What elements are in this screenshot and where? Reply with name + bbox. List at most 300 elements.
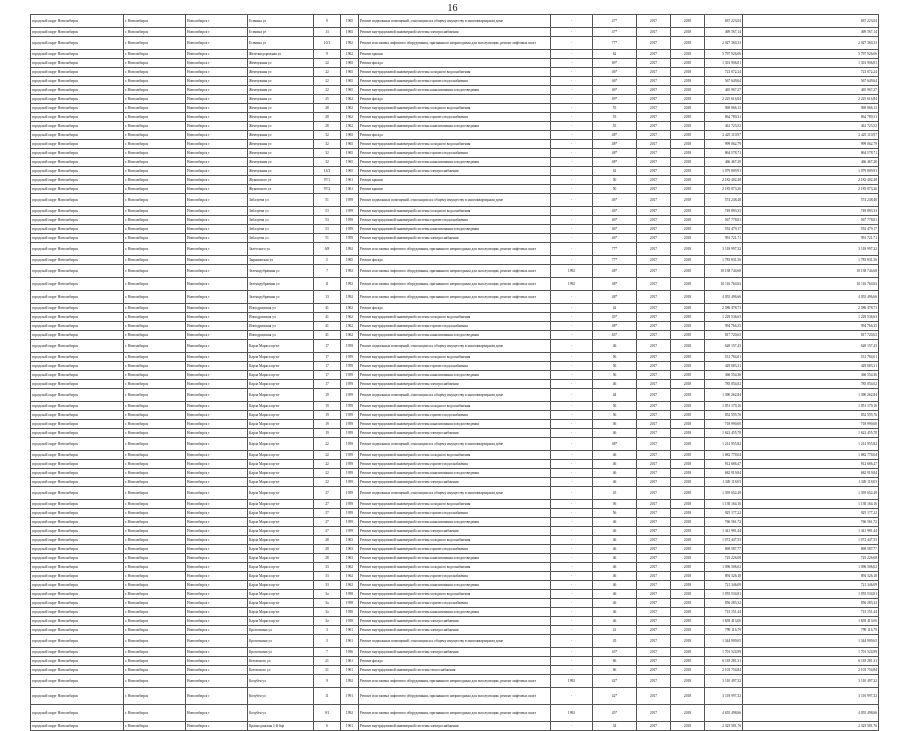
cell-period-start: 2017 <box>637 278 671 291</box>
cell-work-type: Ремонт фасада <box>359 657 551 666</box>
cell-year-built: 1962 <box>341 572 359 581</box>
cell-work-type: Ремонт фасада <box>359 256 551 265</box>
cell-year-commissioned: - <box>551 225 593 234</box>
cell-cost-program: 864 780,31 <box>743 113 879 122</box>
table-row <box>31 402 879 411</box>
cell-settlement: г. Новосибирск <box>124 545 186 554</box>
cell-year-built: 1959 <box>341 411 359 420</box>
cell-wear-percent: 69* <box>593 95 637 104</box>
cell-period-end: 2018 <box>671 608 705 617</box>
cell-period-start: 2017 <box>637 590 671 599</box>
cell-work-type: Ремонт внутридомовой инженерной системы горячего водоснабжения <box>359 411 551 420</box>
cell-street: Жемчужная ул <box>248 122 314 131</box>
cell-locality: Новосибирск г <box>186 194 248 207</box>
cell-work-type: Ремонт внутридомовой инженерной системы горячего водоснабжения <box>359 509 551 518</box>
table-row <box>31 194 879 207</box>
cell-house-number: 28 <box>314 536 341 545</box>
cell-house-number: 17 <box>314 371 341 380</box>
cell-period-end: 2018 <box>671 705 705 722</box>
cell-year-commissioned: - <box>551 478 593 487</box>
cell-wear-percent: 56 <box>593 509 637 518</box>
cell-street: Забалуева ул <box>248 216 314 225</box>
cell-locality: Новосибирск г <box>186 185 248 194</box>
cell-year-commissioned: - <box>551 617 593 626</box>
cell-cost-total: 10 138 744,68 <box>705 265 743 278</box>
cell-period-end: 2018 <box>671 469 705 478</box>
cell-cost-program: 1 214 955,82 <box>743 438 879 451</box>
cell-year-built: 1965 <box>341 140 359 149</box>
cell-settlement: г. Новосибирск <box>124 590 186 599</box>
cell-cost-total: 553 479,17 <box>705 225 743 234</box>
cell-year-built: 1959 <box>341 371 359 380</box>
cell-house-number: 32 <box>314 131 341 140</box>
cell-municipality: городской округ Новосибирск <box>31 563 124 572</box>
cell-wear-percent: 46 <box>593 469 637 478</box>
cell-wear-percent: 46* <box>593 234 637 243</box>
table-row <box>31 389 879 402</box>
cell-period-start: 2017 <box>637 353 671 362</box>
cell-street: Карла Маркса пр-кт <box>248 487 314 500</box>
cell-year-built: 1965 <box>341 59 359 68</box>
cell-locality: Новосибирск г <box>186 705 248 722</box>
cell-cost-program: 864 578,71 <box>743 149 879 158</box>
cell-wear-percent: 46 <box>593 340 637 353</box>
cell-cost-program: 1 622 455,78 <box>743 429 879 438</box>
cell-cost-program: 969 066,13 <box>743 104 879 113</box>
cell-house-number: 9 <box>314 15 341 28</box>
cell-cost-program: 1 701 524,99 <box>743 648 879 657</box>
cell-work-type: Ремонт внутридомовой инженерной системы горячего водоснабжения <box>359 216 551 225</box>
cell-locality: Новосибирск г <box>186 648 248 657</box>
cell-municipality: городской округ Новосибирск <box>31 95 124 104</box>
cell-period-end: 2018 <box>671 371 705 380</box>
cell-period-end: 2018 <box>671 340 705 353</box>
table-row <box>31 113 879 122</box>
cell-period-end: 2018 <box>671 207 705 216</box>
cell-period-end: 2018 <box>671 657 705 666</box>
table-row <box>31 518 879 527</box>
cell-period-end: 2018 <box>671 563 705 572</box>
cell-period-start: 2017 <box>637 265 671 278</box>
cell-house-number: 5 <box>314 635 341 648</box>
cell-municipality: городской округ Новосибирск <box>31 185 124 194</box>
cell-street: Кочубея ул <box>248 675 314 688</box>
cell-street: Жемчужная ул <box>248 86 314 95</box>
cell-period-end: 2018 <box>671 113 705 122</box>
cell-year-commissioned: - <box>551 322 593 331</box>
cell-cost-total: 2 225 616,84 <box>705 95 743 104</box>
cell-work-type: Ремонт внутридомовой инженерной системы электроснабжения <box>359 617 551 626</box>
cell-municipality: городской округ Новосибирск <box>31 626 124 635</box>
cell-municipality: городской округ Новосибирск <box>31 37 124 50</box>
cell-settlement: г. Новосибирск <box>124 59 186 68</box>
cell-house-number: 41 <box>314 331 341 340</box>
cell-period-end: 2018 <box>671 291 705 304</box>
cell-work-type: Ремонт внутридомовой инженерной системы электроснабжения <box>359 429 551 438</box>
cell-wear-percent: 56 <box>593 411 637 420</box>
repair-schedule-table <box>30 14 879 731</box>
cell-municipality: городской округ Новосибирск <box>31 527 124 536</box>
cell-cost-program: 999 062,79 <box>743 140 879 149</box>
cell-cost-total: 991 721,71 <box>705 234 743 243</box>
cell-work-type: Ремонт внутридомовой инженерной системы холодного водоснабжения <box>359 104 551 113</box>
cell-year-built: 1965 <box>341 158 359 167</box>
cell-period-end: 2018 <box>671 68 705 77</box>
cell-locality: Новосибирск г <box>186 581 248 590</box>
table-row <box>31 438 879 451</box>
cell-year-built: 1961 <box>341 635 359 648</box>
cell-wear-percent: 56 <box>593 353 637 362</box>
cell-cost-total: 465 967,27 <box>705 86 743 95</box>
cell-cost-total: 5 797 926,06 <box>705 50 743 59</box>
cell-municipality: городской округ Новосибирск <box>31 122 124 131</box>
table-row <box>31 572 879 581</box>
cell-cost-total: 469 567,14 <box>705 28 743 37</box>
cell-house-number: 19 <box>314 402 341 411</box>
cell-cost-program: 894 326,18 <box>743 572 879 581</box>
cell-cost-program: 2 185 873,26 <box>743 185 879 194</box>
cell-municipality: городской округ Новосибирск <box>31 265 124 278</box>
cell-year-commissioned: - <box>551 581 593 590</box>
cell-locality: Новосибирск г <box>186 599 248 608</box>
cell-cost-program: 682 919,84 <box>743 469 879 478</box>
cell-period-start: 2017 <box>637 380 671 389</box>
table-row <box>31 331 879 340</box>
cell-period-start: 2017 <box>637 185 671 194</box>
cell-locality: Новосибирск г <box>186 256 248 265</box>
cell-house-number: 28 <box>314 545 341 554</box>
cell-period-end: 2018 <box>671 599 705 608</box>
table-row <box>31 554 879 563</box>
cell-cost-program: 1 639 413,06 <box>743 617 879 626</box>
cell-settlement: г. Новосибирск <box>124 469 186 478</box>
cell-cost-total: 429 083,31 <box>705 362 743 371</box>
cell-work-type: Ремонт внутридомовой инженерной системы горячего водоснабжения <box>359 113 551 122</box>
table-row <box>31 340 879 353</box>
cell-work-type: Ремонт внутридомовой инженерной системы канализования и водоотведения <box>359 122 551 131</box>
cell-house-number: 3а <box>314 617 341 626</box>
cell-locality: Новосибирск г <box>186 86 248 95</box>
cell-locality: Новосибирск г <box>186 158 248 167</box>
cell-year-built: 1959 <box>341 438 359 451</box>
cell-settlement: г. Новосибирск <box>124 617 186 626</box>
cell-year-built: 1962 <box>341 104 359 113</box>
cell-year-commissioned: - <box>551 590 593 599</box>
cell-period-end: 2018 <box>671 411 705 420</box>
cell-year-built: 1962 <box>341 113 359 122</box>
table-row <box>31 176 879 185</box>
cell-cost-program: 799 116,79 <box>743 626 879 635</box>
cell-cost-program: 1 082 778,04 <box>743 451 879 460</box>
cell-settlement: г. Новосибирск <box>124 563 186 572</box>
cell-locality: Новосибирск г <box>186 225 248 234</box>
cell-street: Забалуева ул <box>248 207 314 216</box>
cell-street: Карла Маркса пр-кт <box>248 572 314 581</box>
cell-wear-percent: 46 <box>593 554 637 563</box>
cell-municipality: городской округ Новосибирск <box>31 666 124 675</box>
cell-cost-program: 715 151,44 <box>743 608 879 617</box>
cell-cost-total: 1 138 164,16 <box>705 500 743 509</box>
table-row <box>31 527 879 536</box>
cell-street: Карла Маркса пр-кт <box>248 438 314 451</box>
cell-year-built: 1965 <box>341 131 359 140</box>
cell-house-number: 97/2 <box>314 185 341 194</box>
cell-house-number: 11 <box>314 688 341 705</box>
cell-period-start: 2017 <box>637 322 671 331</box>
cell-settlement: г. Новосибирск <box>124 635 186 648</box>
cell-period-start: 2017 <box>637 460 671 469</box>
cell-street: Ипподромская ул <box>248 304 314 313</box>
cell-house-number: 3а <box>314 590 341 599</box>
cell-street: Карла Маркса пр-кт <box>248 545 314 554</box>
cell-year-commissioned: - <box>551 113 593 122</box>
cell-cost-program: 667 223,04 <box>743 15 879 28</box>
cell-period-start: 2017 <box>637 509 671 518</box>
cell-period-end: 2018 <box>671 429 705 438</box>
cell-period-start: 2017 <box>637 304 671 313</box>
cell-year-commissioned: - <box>551 527 593 536</box>
cell-settlement: г. Новосибирск <box>124 113 186 122</box>
cell-cost-total: 567 649,64 <box>705 77 743 86</box>
cell-municipality: городской округ Новосибирск <box>31 429 124 438</box>
cell-year-commissioned: - <box>551 572 593 581</box>
cell-year-built: 1962 <box>341 50 359 59</box>
cell-period-start: 2017 <box>637 371 671 380</box>
cell-period-end: 2018 <box>671 648 705 657</box>
cell-street: Карла Маркса пр-кт <box>248 518 314 527</box>
cell-house-number: 51 <box>314 234 341 243</box>
cell-street: Зыряновская ул <box>248 256 314 265</box>
cell-wear-percent: 46 <box>593 380 637 389</box>
cell-street: Карла Маркса пр-кт <box>248 380 314 389</box>
cell-cost-program: 2 225 616,84 <box>743 95 879 104</box>
cell-work-type: Ремонт подвальных помещений, относящихся к общему имуществу в многоквартирном доме <box>359 340 551 353</box>
cell-house-number: 22 <box>314 469 341 478</box>
cell-work-type: Ремонт внутридомовой инженерной системы горячего водоснабжения <box>359 599 551 608</box>
cell-street: Забалуева ул <box>248 234 314 243</box>
cell-work-type: Ремонт подвальных помещений, относящихся к общему имуществу в многоквартирном доме <box>359 389 551 402</box>
cell-period-end: 2018 <box>671 265 705 278</box>
cell-locality: Новосибирск г <box>186 167 248 176</box>
cell-period-end: 2018 <box>671 362 705 371</box>
table-row <box>31 581 879 590</box>
cell-work-type: Ремонт подвальных помещений, относящихся к общему имуществу в многоквартирном доме <box>359 438 551 451</box>
cell-cost-total: 574 248,48 <box>705 194 743 207</box>
cell-year-commissioned: - <box>551 185 593 194</box>
cell-house-number: 9 <box>314 50 341 59</box>
cell-period-start: 2017 <box>637 657 671 666</box>
cell-cost-total: 1 051 179,16 <box>705 402 743 411</box>
cell-settlement: г. Новосибирск <box>124 322 186 331</box>
cell-wear-percent: 46 <box>593 563 637 572</box>
cell-locality: Новосибирск г <box>186 722 248 731</box>
cell-period-end: 2018 <box>671 487 705 500</box>
cell-period-start: 2017 <box>637 563 671 572</box>
cell-municipality: городской округ Новосибирск <box>31 675 124 688</box>
cell-period-start: 2017 <box>637 608 671 617</box>
cell-cost-total: 912 686,47 <box>705 460 743 469</box>
cell-wear-percent: 69* <box>593 59 637 68</box>
cell-cost-program: 429 083,31 <box>743 362 879 371</box>
cell-municipality: городской округ Новосибирск <box>31 420 124 429</box>
cell-cost-total: 6 118 281,31 <box>705 657 743 666</box>
cell-street: Кропоткина ул <box>248 635 314 648</box>
cell-year-built: 1959 <box>341 500 359 509</box>
cell-house-number: 17 <box>314 380 341 389</box>
cell-municipality: городской округ Новосибирск <box>31 158 124 167</box>
cell-locality: Новосибирск г <box>186 50 248 59</box>
cell-period-start: 2017 <box>637 626 671 635</box>
cell-settlement: г. Новосибирск <box>124 599 186 608</box>
table-row <box>31 362 879 371</box>
cell-cost-total: 1 072 447,55 <box>705 536 743 545</box>
cell-settlement: г. Новосибирск <box>124 68 186 77</box>
cell-street: Зеленодубравная ул <box>248 265 314 278</box>
cell-year-built: 1959 <box>341 216 359 225</box>
cell-period-end: 2018 <box>671 460 705 469</box>
cell-wear-percent: 42 <box>593 167 637 176</box>
cell-year-built: 1965 <box>341 68 359 77</box>
cell-street: Карла Маркса пр-кт <box>248 608 314 617</box>
cell-period-end: 2018 <box>671 122 705 131</box>
cell-period-end: 2018 <box>671 158 705 167</box>
table-row <box>31 509 879 518</box>
cell-cost-total: 1 622 455,78 <box>705 429 743 438</box>
cell-work-type: Ремонт внутридомовой инженерной системы холодного водоснабжения <box>359 590 551 599</box>
cell-municipality: городской округ Новосибирск <box>31 518 124 527</box>
cell-period-end: 2018 <box>671 666 705 675</box>
cell-house-number: 19 <box>314 429 341 438</box>
cell-municipality: городской округ Новосибирск <box>31 313 124 322</box>
cell-cost-program: 1 072 447,55 <box>743 536 879 545</box>
cell-settlement: г. Новосибирск <box>124 411 186 420</box>
cell-cost-total: 366 554,36 <box>705 371 743 380</box>
cell-wear-percent: 46 <box>593 581 637 590</box>
cell-settlement: г. Новосибирск <box>124 438 186 451</box>
cell-wear-percent: 46* <box>593 68 637 77</box>
cell-cost-program: 366 554,36 <box>743 371 879 380</box>
cell-year-commissioned: - <box>551 149 593 158</box>
cell-wear-percent: 46 <box>593 460 637 469</box>
cell-year-built: 1961 <box>341 666 359 675</box>
cell-year-commissioned: - <box>551 411 593 420</box>
cell-wear-percent: 66 <box>593 666 637 675</box>
table-row <box>31 234 879 243</box>
cell-cost-program: 3 118 997,32 <box>743 243 879 256</box>
cell-cost-program: 718 990,60 <box>743 420 879 429</box>
cell-locality: Новосибирск г <box>186 666 248 675</box>
cell-municipality: городской округ Новосибирск <box>31 635 124 648</box>
table-row <box>31 411 879 420</box>
cell-settlement: г. Новосибирск <box>124 313 186 322</box>
cell-period-start: 2017 <box>637 572 671 581</box>
cell-cost-total: 715 151,44 <box>705 608 743 617</box>
table-row <box>31 617 879 626</box>
cell-year-commissioned: - <box>551 59 593 68</box>
cell-work-type: Ремонт подвальных помещений, относящихся к общему имуществу в многоквартирном доме <box>359 635 551 648</box>
cell-work-type: Ремонт или замена лифтового оборудования, признанного непригодным для эксплуатации, ремонт лифтовых шахт <box>359 688 551 705</box>
cell-locality: Новосибирск г <box>186 122 248 131</box>
cell-year-built: 1962 <box>341 563 359 572</box>
cell-locality: Новосибирск г <box>186 207 248 216</box>
cell-year-commissioned: - <box>551 657 593 666</box>
cell-municipality: городской округ Новосибирск <box>31 86 124 95</box>
table-row <box>31 371 879 380</box>
cell-year-built: 1992 <box>341 243 359 256</box>
cell-locality: Новосибирск г <box>186 380 248 389</box>
cell-locality: Новосибирск г <box>186 608 248 617</box>
cell-cost-total: 2 182 402,48 <box>705 176 743 185</box>
cell-house-number: 7 <box>314 648 341 657</box>
cell-cost-program: 1 344 909,65 <box>743 635 879 648</box>
table-row <box>31 675 879 688</box>
cell-locality: Новосибирск г <box>186 104 248 113</box>
cell-period-end: 2018 <box>671 234 705 243</box>
cell-settlement: г. Новосибирск <box>124 50 186 59</box>
cell-wear-percent: 77* <box>593 256 637 265</box>
cell-year-commissioned: - <box>551 104 593 113</box>
cell-period-start: 2017 <box>637 291 671 304</box>
table-row <box>31 563 879 572</box>
cell-municipality: городской округ Новосибирск <box>31 331 124 340</box>
table-row <box>31 86 879 95</box>
cell-municipality: городской округ Новосибирск <box>31 176 124 185</box>
cell-settlement: г. Новосибирск <box>124 626 186 635</box>
cell-locality: Новосибирск г <box>186 478 248 487</box>
cell-year-commissioned: - <box>551 536 593 545</box>
cell-cost-program: 3 110 497,32 <box>743 675 879 688</box>
cell-municipality: городской округ Новосибирск <box>31 140 124 149</box>
cell-work-type: Ремонт внутридомовой инженерной системы теплоснабжения <box>359 666 551 675</box>
cell-street: Карла Маркса пр-кт <box>248 411 314 420</box>
cell-work-type: Ремонт внутридомовой инженерной системы горячего водоснабжения <box>359 572 551 581</box>
cell-cost-total: 4 055 496,66 <box>705 291 743 304</box>
cell-wear-percent: 50 <box>593 185 637 194</box>
cell-locality: Новосибирск г <box>186 77 248 86</box>
cell-cost-program: 2 103 754,84 <box>743 666 879 675</box>
cell-municipality: городской округ Новосибирск <box>31 371 124 380</box>
cell-period-start: 2017 <box>637 599 671 608</box>
cell-cost-total: 799 116,79 <box>705 626 743 635</box>
cell-settlement: г. Новосибирск <box>124 527 186 536</box>
cell-wear-percent: 77* <box>593 37 637 50</box>
table-row <box>31 500 879 509</box>
cell-locality: Новосибирск г <box>186 331 248 340</box>
cell-year-built: 1959 <box>341 194 359 207</box>
cell-work-type: Ремонт фасада <box>359 131 551 140</box>
cell-street: Карла Маркса пр-кт <box>248 469 314 478</box>
cell-locality: Новосибирск г <box>186 234 248 243</box>
cell-street: Жемчужная ул <box>248 77 314 86</box>
cell-house-number: 27 <box>314 487 341 500</box>
cell-year-commissioned: - <box>551 722 593 731</box>
cell-period-end: 2018 <box>671 509 705 518</box>
cell-wear-percent: 48* <box>593 291 637 304</box>
cell-locality: Новосибирск г <box>186 37 248 50</box>
cell-work-type: Ремонт внутридомовой инженерной системы холодного водоснабжения <box>359 451 551 460</box>
cell-year-built: 1965 <box>341 28 359 37</box>
cell-cost-program: 10 138 744,68 <box>743 265 879 278</box>
cell-house-number: 41 <box>314 322 341 331</box>
cell-municipality: городской округ Новосибирск <box>31 438 124 451</box>
cell-locality: Новосибирск г <box>186 688 248 705</box>
cell-street: Жемчужная ул <box>248 149 314 158</box>
cell-wear-percent: 47* <box>593 15 637 28</box>
cell-municipality: городской округ Новосибирск <box>31 487 124 500</box>
cell-municipality: городской округ Новосибирск <box>31 705 124 722</box>
cell-house-number: 25 <box>314 95 341 104</box>
cell-work-type: Ремонт внутридомовой инженерной системы электроснабжения <box>359 28 551 37</box>
